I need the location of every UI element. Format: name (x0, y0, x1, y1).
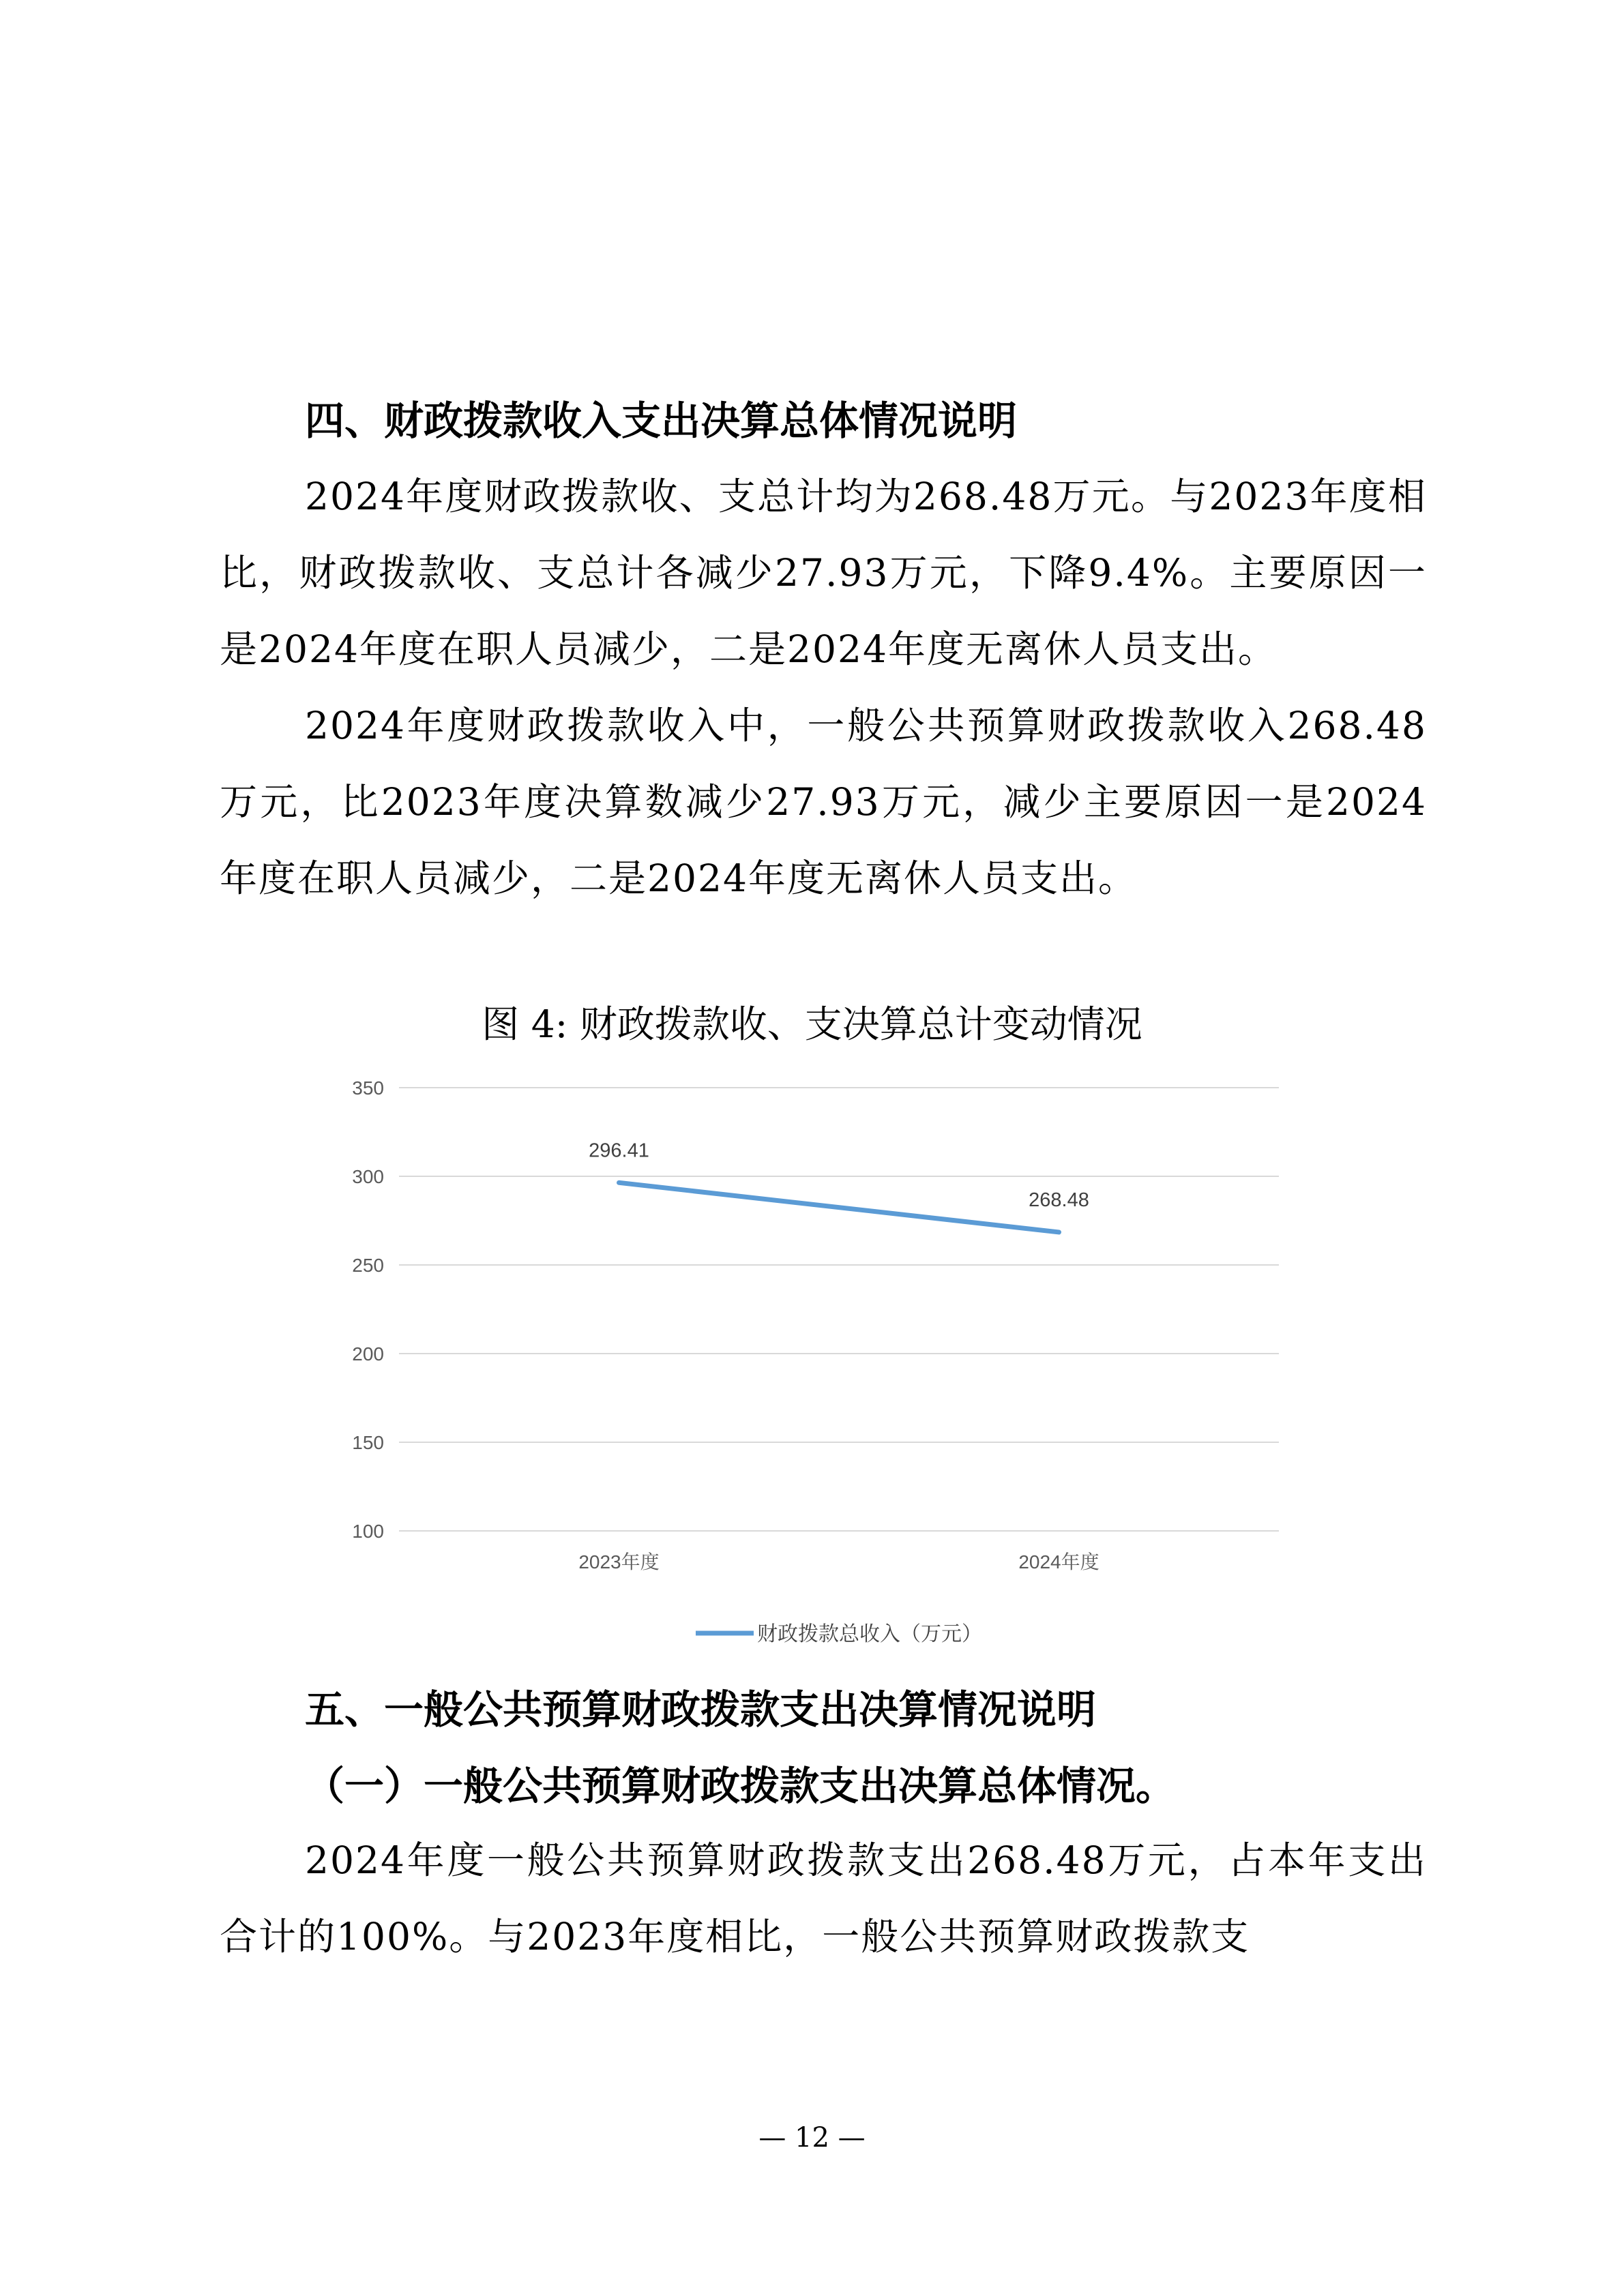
x-tick-label: 2023年度 (578, 1551, 660, 1572)
section5-para1: 2024年度一般公共预算财政拨款支出268.48万元，占本年支出合计的100%。与2023年度相比，一般公共预算财政拨款支 (220, 1838, 1427, 1958)
section4-body (220, 458, 1427, 916)
y-tick-label: 250 (352, 1255, 384, 1276)
line-chart (327, 1067, 1296, 1647)
y-tick-label: 350 (352, 1077, 384, 1099)
y-tick-label: 200 (352, 1343, 384, 1365)
page-number: — 12 — (758, 2122, 866, 2153)
data-point (1057, 1230, 1061, 1234)
section5-heading: 五、一般公共预算财政拨款支出决算情况说明 (305, 1686, 1097, 1733)
section4-heading: 四、财政拨款收入支出决算总体情况说明 (305, 398, 1018, 444)
y-tick-label: 300 (352, 1166, 384, 1187)
section5-body (220, 1822, 1427, 1975)
legend-label: 财政拨款总收入（万元） (757, 1622, 982, 1646)
y-tick-label: 150 (352, 1432, 384, 1453)
section4-para1: 2024年度财政拨款收、支总计均为268.48万元。与2023年度相比，财政拨款收、支总计各减少27.93万元，下降9.4%。主要原因一是2024年度在职人员减少，二是2024年度无离休人员支出。 (220, 475, 1427, 671)
x-tick-label: 2024年度 (1018, 1551, 1099, 1572)
section5-subheading: （一）一般公共预算财政拨款支出决算总体情况。 (305, 1763, 1176, 1809)
data-point (617, 1180, 621, 1184)
section4-para2: 2024年度财政拨款收入中，一般公共预算财政拨款收入268.48万元，比2023年度决算数减少27.93万元，减少主要原因一是2024年度在职人员减少，二是2024年度无离休人员支出。 (220, 704, 1427, 900)
data-label: 296.41 (589, 1139, 649, 1162)
y-tick-label: 100 (352, 1521, 384, 1542)
series-line (619, 1182, 1059, 1232)
figure-caption: 图 4: 财政拨款收、支决算总计变动情况 (482, 1002, 1142, 1046)
data-label: 268.48 (1029, 1189, 1089, 1211)
